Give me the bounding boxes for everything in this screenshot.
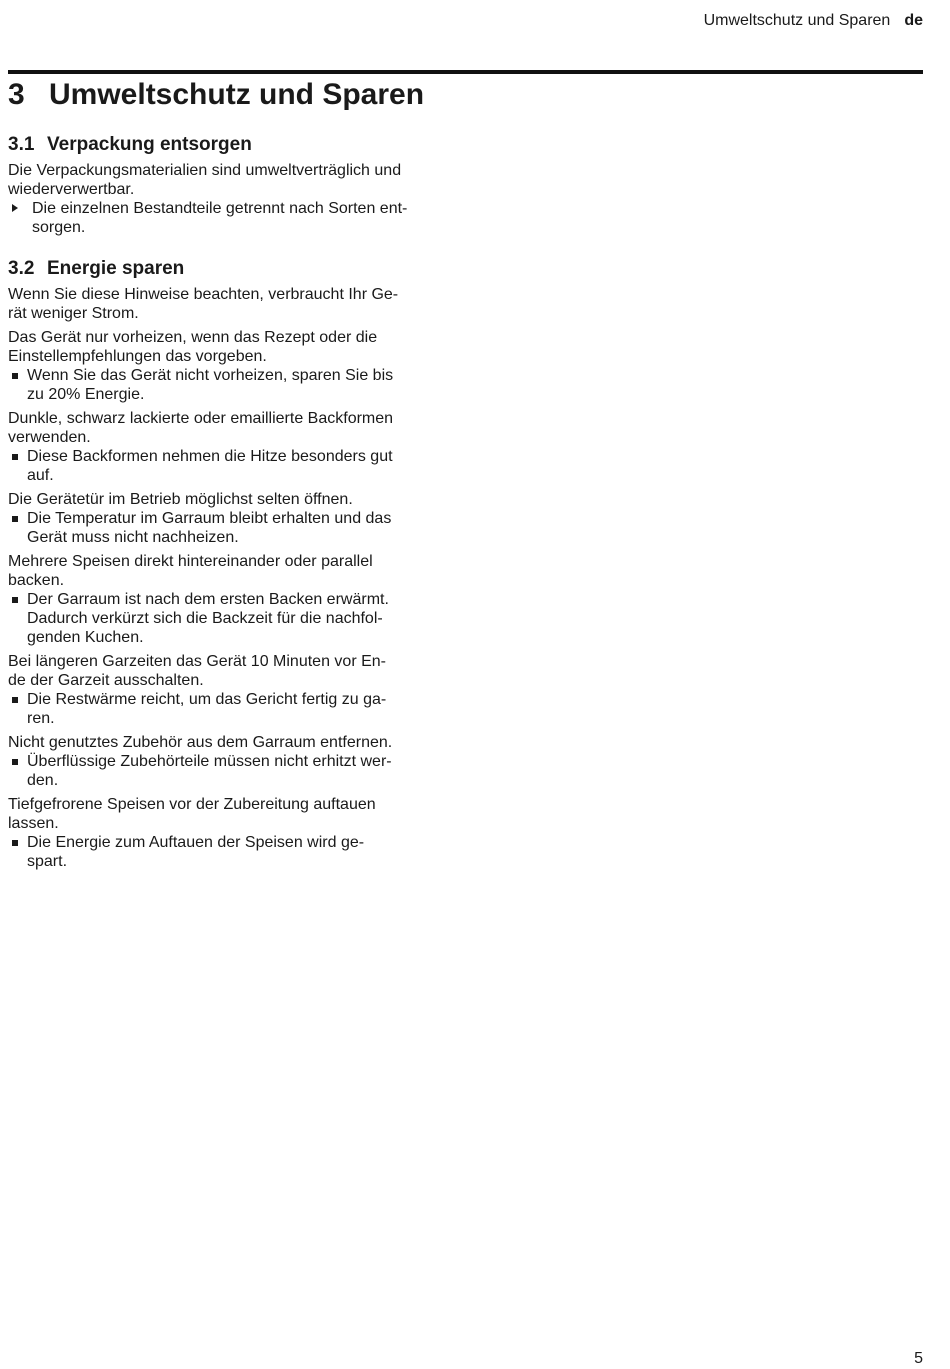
tip-benefit-item — [8, 590, 448, 647]
tip-paragraph — [8, 795, 448, 833]
text-line: Wenn Sie diese Hinweise beachten, verbraucht Ihr Ge- — [8, 286, 399, 303]
text-line: Die Gerätetür im Betrieb möglichst selten öffnen. — [8, 491, 353, 508]
text-line: Gerät muss nicht nachheizen. — [27, 529, 239, 546]
square-bullet-icon — [12, 373, 18, 379]
page-number: 5 — [914, 1350, 923, 1367]
tip-benefit-item — [8, 833, 448, 871]
text-line: Wenn Sie das Gerät nicht vorheizen, sparen Sie bis — [27, 367, 394, 384]
action-step — [8, 199, 448, 237]
text-line: genden Kuchen. — [27, 629, 144, 646]
tip-benefit-item — [8, 690, 448, 728]
language-code: de — [904, 12, 923, 29]
tip-paragraph — [8, 652, 448, 690]
text-line: de der Garzeit ausschalten. — [8, 672, 204, 689]
intro-paragraph — [8, 285, 448, 323]
text-line: Die Energie zum Auftauen der Speisen wird ge- — [27, 834, 365, 851]
text-line: ren. — [27, 710, 55, 727]
text-line: Bei längeren Garzeiten das Gerät 10 Minuten vor En- — [8, 653, 386, 670]
text-line: Der Garraum ist nach dem ersten Backen erwärmt. — [27, 591, 389, 608]
section-title: Energie sparen — [47, 258, 185, 279]
text-line: Tiefgefrorene Speisen vor der Zubereitung auftauen — [8, 796, 376, 813]
text-line: Das Gerät nur vorheizen, wenn das Rezept oder die — [8, 329, 378, 346]
tip-benefit-item — [8, 447, 448, 485]
tip-benefit-item — [8, 366, 448, 404]
section-number: 3.1 — [8, 134, 35, 155]
main-content — [8, 76, 448, 871]
section-energie-body — [8, 285, 448, 871]
text-line: lassen. — [8, 815, 59, 832]
text-line: den. — [27, 772, 59, 789]
chapter-number: 3 — [8, 78, 25, 111]
chapter-title: Umweltschutz und Sparen — [49, 78, 425, 111]
text-line: Mehrere Speisen direkt hintereinander oder parallel — [8, 553, 373, 570]
tip-paragraph — [8, 328, 448, 366]
tip-paragraph — [8, 409, 448, 447]
text-line: verwenden. — [8, 429, 91, 446]
square-bullet-icon — [12, 454, 18, 460]
running-header — [704, 11, 923, 31]
text-line: Die Temperatur im Garraum bleibt erhalten und das — [27, 510, 392, 527]
text-line: zu 20% Energie. — [27, 386, 145, 403]
tip-benefit-item — [8, 509, 448, 547]
text-line: Die Restwärme reicht, um das Gericht fertig zu ga- — [27, 691, 387, 708]
square-bullet-icon — [12, 597, 18, 603]
square-bullet-icon — [12, 840, 18, 846]
section-number: 3.2 — [8, 258, 35, 279]
text-line: Die einzelnen Bestandteile getrennt nach Sorten ent- — [32, 200, 408, 217]
text-line: Nicht genutztes Zubehör aus dem Garraum entfernen. — [8, 734, 393, 751]
text-line: Einstellempfehlungen das vorgeben. — [8, 348, 267, 365]
square-bullet-icon — [12, 697, 18, 703]
tip-paragraph — [8, 490, 448, 509]
section-title: Verpackung entsorgen — [47, 134, 252, 155]
text-line: Dunkle, schwarz lackierte oder emaillierte Backformen — [8, 410, 394, 427]
square-bullet-icon — [12, 516, 18, 522]
text-line: Die Verpackungsmaterialien sind umweltverträglich und — [8, 162, 402, 179]
text-line: Diese Backformen nehmen die Hitze besonders gut — [27, 448, 393, 465]
triangle-bullet-icon — [12, 204, 18, 212]
text-line: Dadurch verkürzt sich die Backzeit für die nachfol- — [27, 610, 383, 627]
text-line: wiederverwertbar. — [8, 181, 135, 198]
chapter-heading — [8, 76, 448, 114]
text-line: auf. — [27, 467, 54, 484]
text-line: Überflüssige Zubehörteile müssen nicht erhitzt wer- — [27, 753, 392, 770]
running-header-title: Umweltschutz und Sparen — [703, 12, 891, 29]
section-heading-energie — [8, 257, 448, 281]
tip-paragraph — [8, 552, 448, 590]
text-line: backen. — [8, 572, 65, 589]
chapter-rule — [8, 70, 923, 74]
text-line: spart. — [27, 853, 68, 870]
intro-paragraph — [8, 161, 448, 199]
section-heading-verpackung — [8, 133, 448, 157]
tip-paragraph — [8, 733, 448, 752]
text-line: rät weniger Strom. — [8, 305, 139, 322]
square-bullet-icon — [12, 759, 18, 765]
tip-benefit-item — [8, 752, 448, 790]
text-line: sorgen. — [32, 219, 86, 236]
section-verpackung-body — [8, 161, 448, 237]
